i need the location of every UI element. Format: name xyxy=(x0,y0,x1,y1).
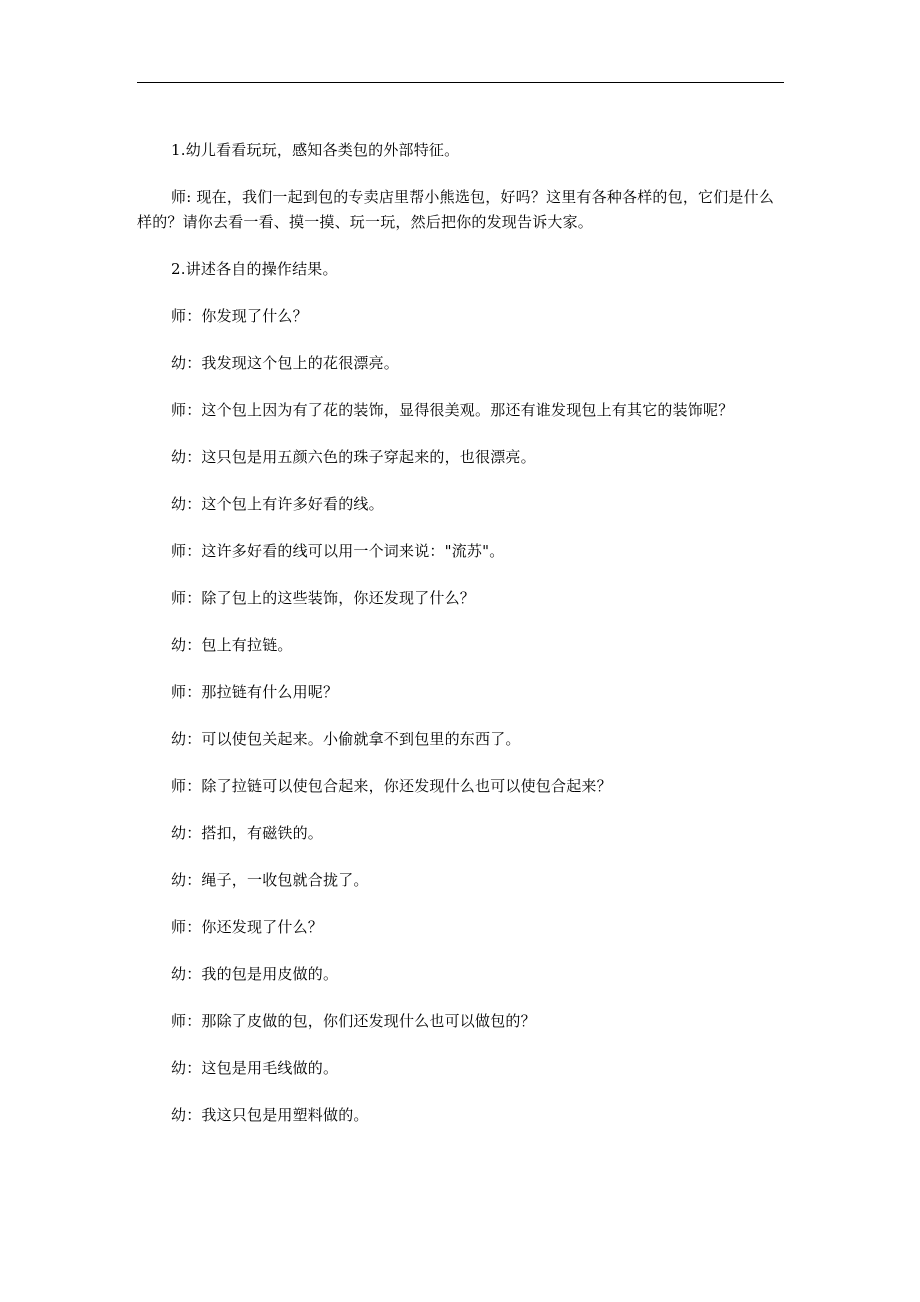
paragraph: 幼：我发现这个包上的花很漂亮。 xyxy=(171,354,400,372)
document-body xyxy=(137,138,784,1150)
paragraph: 2.讲述各自的操作结果。 xyxy=(171,260,338,278)
paragraph: 师：除了包上的这些装饰，你还发现了什么？ xyxy=(171,589,476,607)
paragraph: 幼：绳子，一收包就合拢了。 xyxy=(171,871,369,889)
paragraph: 幼：搭扣，有磁铁的。 xyxy=(171,824,324,842)
paragraph: 师: 现在，我们一起到包的专卖店里帮小熊选包，好吗？这里有各种各样的包，它们是什么样的？请你去看一看、摸一摸、玩一玩，然后把你的发现告诉大家。 xyxy=(137,188,775,231)
header-rule xyxy=(137,82,784,83)
paragraph: 幼：包上有拉链。 xyxy=(171,636,293,654)
paragraph: 幼：这只包是用五颜六色的珠子穿起来的，也很漂亮。 xyxy=(171,448,536,466)
paragraph: 师：这个包上因为有了花的装饰，显得很美观。那还有谁发现包上有其它的装饰呢？ xyxy=(171,401,734,419)
paragraph: 幼：这个包上有许多好看的线。 xyxy=(171,495,384,513)
paragraph: 师：除了拉链可以使包合起来，你还发现什么也可以使包合起来？ xyxy=(171,777,612,795)
paragraph: 幼：这包是用毛线做的。 xyxy=(171,1059,339,1077)
paragraph: 师：你发现了什么？ xyxy=(171,307,308,325)
paragraph: 1.幼儿看看玩玩，感知各类包的外部特征。 xyxy=(171,141,460,159)
paragraph: 师：这许多好看的线可以用一个词来说："流苏"。 xyxy=(171,542,505,560)
paragraph: 师：那拉链有什么用呢？ xyxy=(171,683,339,701)
paragraph: 师：你还发现了什么？ xyxy=(171,918,324,936)
paragraph: 幼：我这只包是用塑料做的。 xyxy=(171,1106,369,1124)
paragraph: 幼：可以使包关起来。小偷就拿不到包里的东西了。 xyxy=(171,730,521,748)
paragraph: 幼：我的包是用皮做的。 xyxy=(171,965,339,983)
paragraph: 师：那除了皮做的包，你们还发现什么也可以做包的？ xyxy=(171,1012,536,1030)
